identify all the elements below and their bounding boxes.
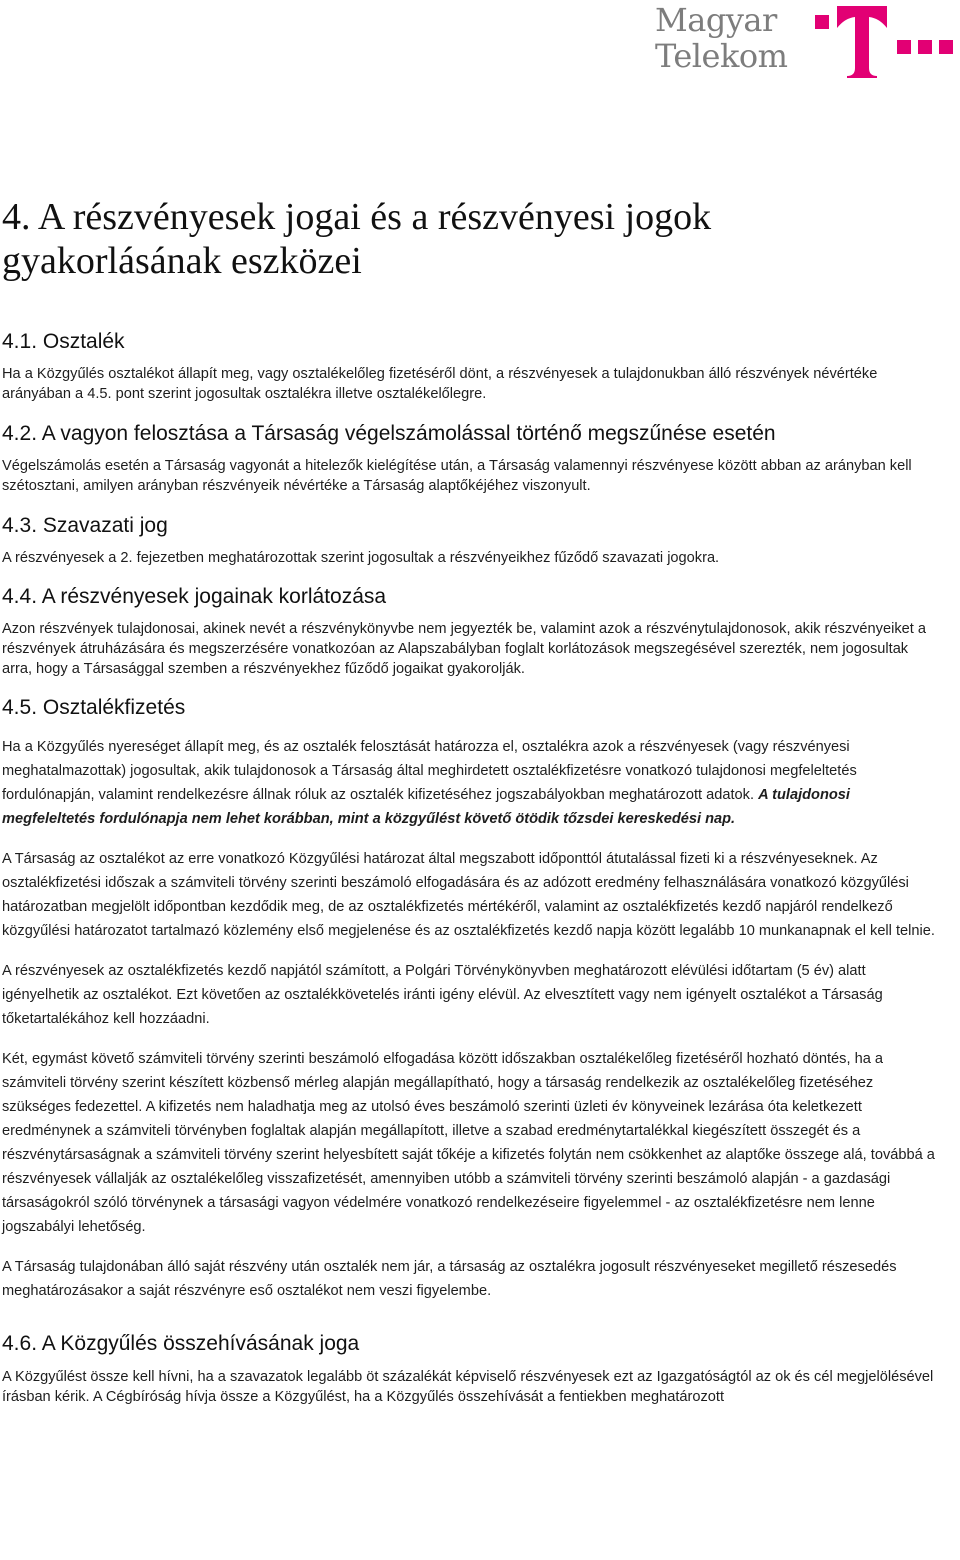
t-brand-mark-icon	[815, 6, 955, 78]
section-4-5-heading: 4.5. Osztalékfizetés	[2, 696, 186, 719]
section-4-2-heading: 4.2. A vagyon felosztása a Társaság végelszámolással történő megszűnése esetén	[2, 422, 776, 445]
section-4-5-paragraph-1	[2, 735, 940, 831]
document-title: 4. A részvényesek jogai és a részvényesi jogok gyakorlásának eszközei	[2, 196, 712, 282]
section-4-4-paragraph: Azon részvények tulajdonosai, akinek nevét a részvénykönyvbe nem jegyezték be, valamint azok a részvénytulajdonosok, akik részvényeiket a részvények átruházására és megszerzésére vonatkozóan az Alapszabályban foglalt korlátozások megszegésével szerezték, nem jogosultak arra, hogy a Társasággal szemben a részvényekhez fűződő jogaikat gyakorolják.	[2, 621, 926, 677]
section-4-3-heading: 4.3. Szavazati jog	[2, 514, 168, 537]
section-4-5-paragraph-5: A Társaság tulajdonában álló saját részvény után osztalék nem jár, a társaság az osztalékra jogosult részvényeseket megillető részesedés meghatározásakor a saját részvényre eső osztalékot nem veszi figyelembe.	[2, 1259, 897, 1299]
section-4-5-paragraph-4: Két, egymást követő számviteli törvény szerinti beszámoló elfogadása között időszakban osztalékelőleg fizetéséről hozható döntés, ha a számviteli törvény szerint készített közbenső mérleg alapján megállapítható, hogy a társaság rendelkezik az osztalékelőleg fizetéséhez szükséges fedezettel. A kifizetés nem haladhatja meg az utolsó éves beszámoló szerinti üzleti év könyveinek lezárása óta keletkezett eredménynek a számviteli törvényben foglaltak alapján megállapított, illetve a szabad eredménytartalékkal kiegészített összegét és a részvénytársaságnak a számviteli törvény szerint helyesbített saját tőkéje a kifizetés folytán nem csökkenhet az alaptőke összege alá, továbbá a részvényesek vállalják az osztalékelőleg visszafizetését, amennyiben utóbb a számviteli törvény szerinti beszámoló alapján - a gazdasági társaságokról szóló törvénynek a társasági vagyon védelmére vonatkozó rendelkezéseire figyelemmel - az osztalékfizetésre nem lenne jogszabályi lehetőség.	[2, 1051, 935, 1235]
logo-wordmark	[655, 2, 787, 74]
section-4-1-paragraph: Ha a Közgyűlés osztalékot állapít meg, vagy osztalékelőleg fizetéséről dönt, a részvényesek a tulajdonukban álló részvények névértéke arányában a 4.5. pont szerint jogosultak osztalékra illetve osztalékelőlegre.	[2, 366, 878, 402]
section-4-6-paragraph: A Közgyűlést össze kell hívni, ha a szavazatok legalább öt százalékát képviselő részvényesek ezt az Igazgatóságtól az ok és cél megjelölésével írásban kérik. A Cégbíróság hívja össze a Közgyűlést, ha a Közgyűlés összehívását a fentiekben meghatározott	[2, 1369, 934, 1405]
section-4-5-paragraph-3: A részvényesek az osztalékfizetés kezdő napjától számított, a Polgári Törvénykönyvben meghatározott elévülési időtartam (5 év) alatt igényelhetik az osztalékot. Ezt követően az osztalékkövetelés iránti igény elévül. Az elvesztített vagy nem igényelt osztalékot a Társaság tőketartalékához kell hozzáadni.	[2, 963, 883, 1027]
section-4-3-paragraph: A részvényesek a 2. fejezetben meghatározottak szerint jogosultak a részvényeikhez fűződő szavazati jogokra.	[2, 550, 720, 566]
logo-line-1: Magyar	[655, 1, 777, 39]
logo-line-2: Telekom	[655, 37, 788, 75]
section-4-5-paragraph-2: A Társaság az osztalékot az erre vonatkozó Közgyűlési határozat által megszabott időponttól átutalással fizeti ki a részvényeseknek. Az osztalékfizetési időszak a számviteli törvény szerinti beszámoló elfogadására és az adózott eredmény felhasználására vonatkozó közgyűlési határozatban megjelölt időpontban kezdődik meg, de az osztalékfizetés mértékéről, valamint az osztalékfizetés kezdő napjáról rendelkező közgyűlési határozatot tartalmazó közlemény első megjelenése és az osztalékfizetés kezdő napja között legalább 10 munkanapnak el kell telnie.	[2, 851, 935, 939]
section-4-1-heading: 4.1. Osztalék	[2, 330, 125, 353]
section-4-5-paragraph-1-text: Ha a Közgyűlés nyereséget állapít meg, és az osztalék felosztását határozza el, osztalékra azok a részvényesek (vagy részvényesi meghatalmazottak) jogosultak, akik tulajdonosok a Társaság által meghirdetett osztalékfizetésre vonatkozó tulajdonosi megfeleltetés fordulónapján, valamint rendelkezésre állnak róluk az osztalék kifizetéséhez jogszabályokban meghatározott adatok.	[2, 739, 857, 803]
magyar-telekom-logo	[655, 0, 955, 80]
section-4-5-emphasis: A tulajdonosi megfeleltetés fordulónapja nem lehet korábban, mint a közgyűlést követő ötödik tőzsdei kereskedési nap.	[2, 787, 850, 827]
section-4-2-paragraph: Végelszámolás esetén a Társaság vagyonát a hitelezők kielégítése után, a Társaság valamennyi részvényese között abban az arányban kell szétosztani, amilyen arányban részvényeik névértéke a Társaság alaptőkéjéhez viszonyult.	[2, 458, 912, 494]
document-body	[2, 195, 940, 1407]
section-4-6-heading: 4.6. A Közgyűlés összehívásának joga	[2, 1332, 360, 1355]
section-4-4-heading: 4.4. A részvényesek jogainak korlátozása	[2, 585, 387, 608]
